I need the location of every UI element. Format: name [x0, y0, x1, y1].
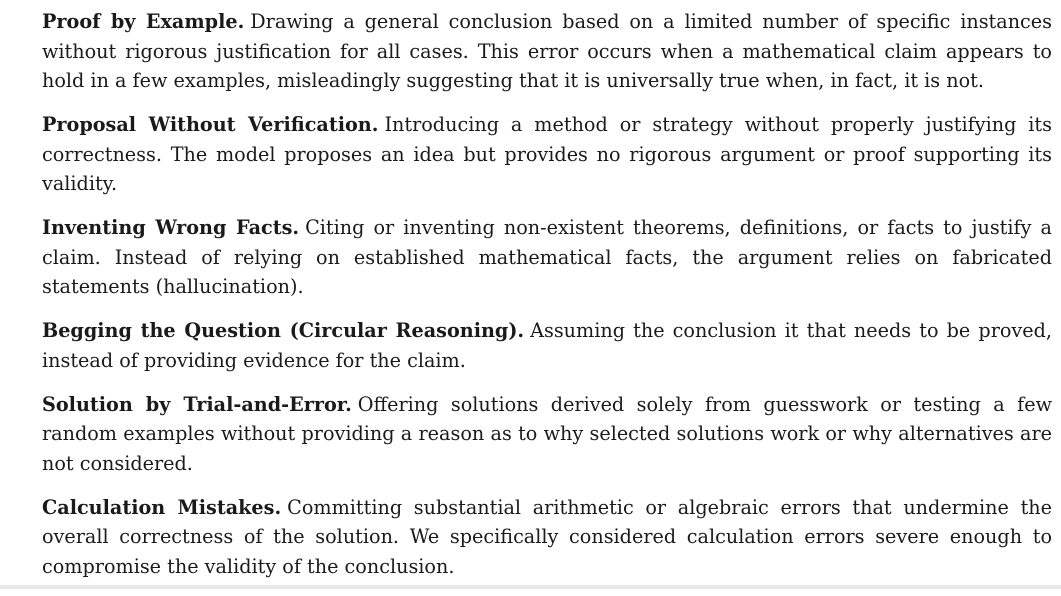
entry-calculation-mistakes — [42, 493, 1052, 582]
entry-proposal-without-verification — [42, 110, 1052, 199]
entry-term: Inventing Wrong Facts. — [42, 216, 300, 239]
entry-definition: Assuming the conclusion it that needs to be proved, instead of providing evidence for the claim. — [42, 319, 1052, 372]
entry-term: Calculation Mistakes. — [42, 495, 282, 519]
entry-term: Proof by Example. — [42, 10, 245, 33]
definition-list — [42, 7, 1052, 596]
entry-definition: Citing or inventing non-existent theorems, definitions, or facts to justify a claim. Instead of relying on established mathematical facts, the argument relies on fabricated statements (hallucination). — [42, 216, 1052, 298]
page-bottom-divider — [0, 585, 1061, 589]
entry-definition: Drawing a general conclusion based on a limited number of specific instances without rigorous justification for all cases. This error occurs when a mathematical claim appears to hold in a few examples, misleadingly suggesting that it is universally true when, in fact, it is not. — [42, 10, 1052, 92]
entry-term: Solution by Trial-and-Error. — [42, 392, 352, 416]
entry-term: Begging the Question (Circular Reasoning). — [42, 319, 525, 342]
entry-definition: Offering solutions derived solely from guesswork or testing a few random examples without providing a reason as to why selected solutions work or why alternatives are not considered. — [42, 392, 1052, 475]
entry-definition: Committing substantial arithmetic or algebraic errors that undermine the overall correctness of the solution. We specifically considered calculation errors severe enough to compromise the validity of the conclusion. — [42, 495, 1053, 578]
entry-term: Proposal Without Verification. — [42, 113, 379, 136]
entry-begging-the-question — [42, 316, 1052, 375]
entry-definition: Introducing a method or strategy without properly justifying its correctness. The model proposes an idea but provides no rigorous argument or proof supporting its validity. — [42, 113, 1052, 195]
entry-solution-by-trial-and-error — [42, 390, 1052, 479]
entry-inventing-wrong-facts — [42, 213, 1052, 302]
entry-proof-by-example — [42, 7, 1052, 96]
